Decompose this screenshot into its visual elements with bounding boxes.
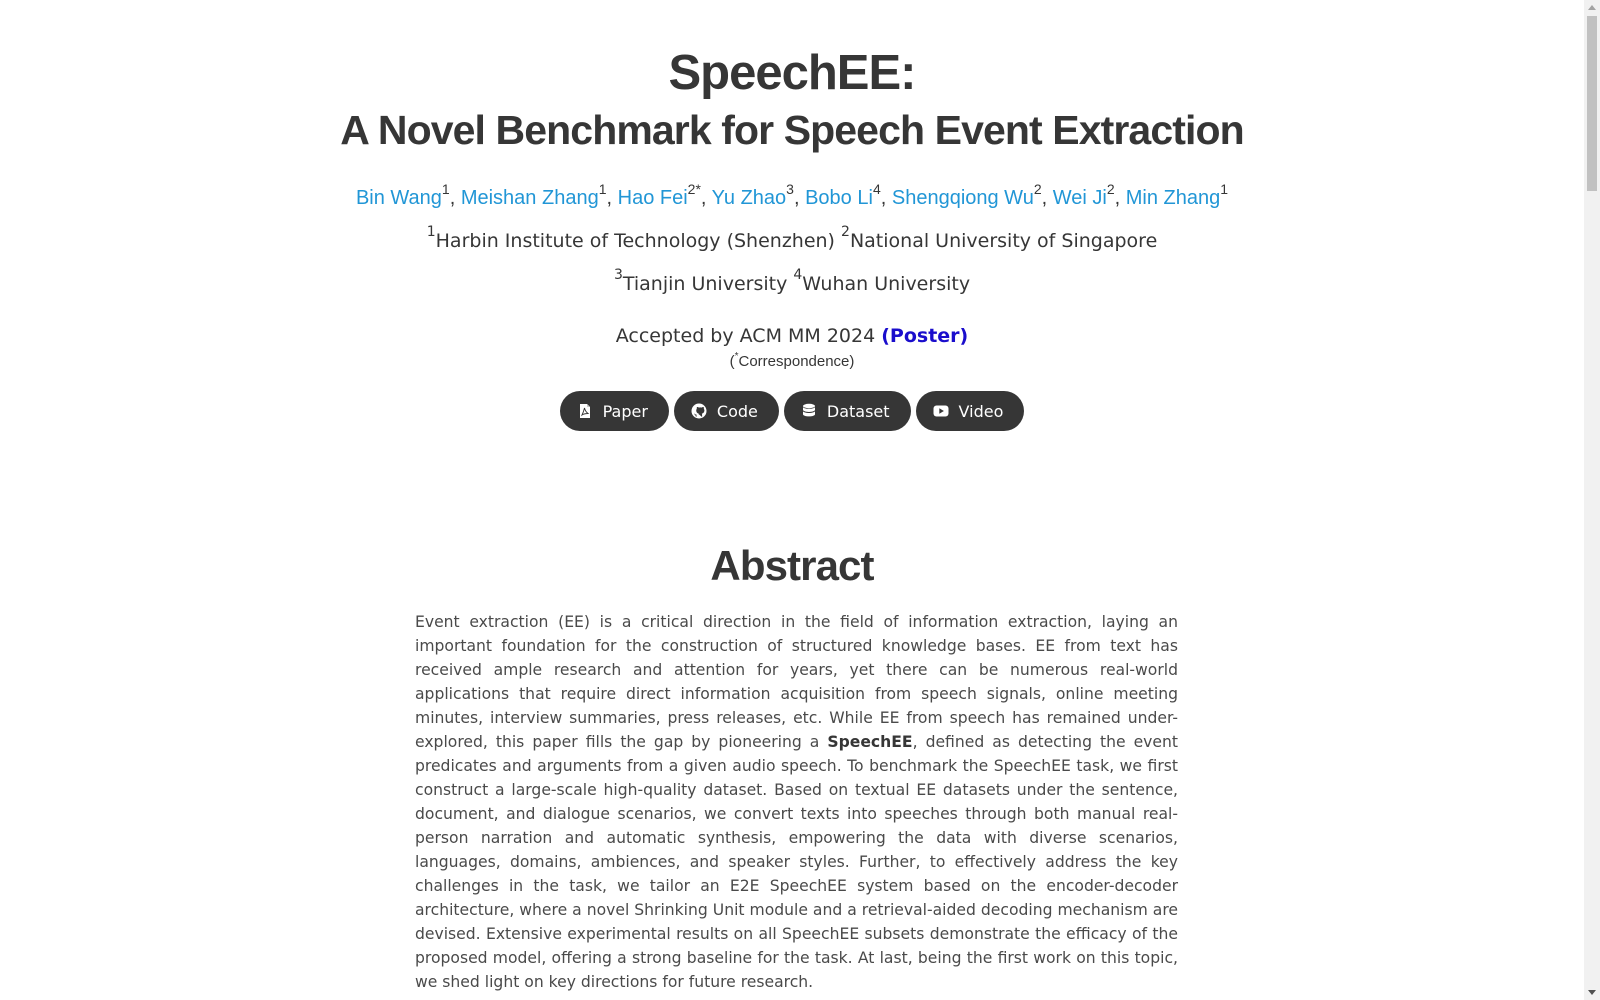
author-link[interactable]: Bobo Li xyxy=(805,187,873,209)
link-buttons xyxy=(0,391,1584,431)
abstract-text xyxy=(406,610,1178,994)
correspondence-text: Correspondence) xyxy=(738,353,855,370)
poster-link[interactable]: (Poster) xyxy=(881,325,969,347)
video-button[interactable] xyxy=(916,391,1025,431)
affiliation-name: Wuhan University xyxy=(802,273,971,295)
author-affil-sup: 3 xyxy=(786,181,794,197)
dataset-button-label: Dataset xyxy=(826,401,890,421)
affiliation-sup: 2 xyxy=(841,224,850,240)
venue-line xyxy=(0,323,1584,349)
video-button-label: Video xyxy=(958,401,1004,421)
author-affil-sup: 1 xyxy=(441,181,450,197)
scroll-down-arrow-icon[interactable] xyxy=(1588,990,1596,995)
affiliation-sup: 4 xyxy=(793,267,803,283)
pdf-file-icon xyxy=(577,403,593,419)
affiliation-name: National University of Singapore xyxy=(849,230,1158,252)
paper-button[interactable] xyxy=(560,391,669,431)
affiliation-line-2 xyxy=(0,267,1584,297)
author-affil-sup: 1 xyxy=(598,181,607,197)
page-title: SpeechEE: xyxy=(668,46,916,100)
correspondence-note xyxy=(0,353,1584,371)
author-link[interactable]: Min Zhang xyxy=(1125,187,1221,209)
github-icon xyxy=(691,403,707,419)
correspondence-open: ( xyxy=(729,353,735,370)
paper-button-label: Paper xyxy=(602,401,648,421)
youtube-icon xyxy=(933,403,949,419)
dataset-button[interactable] xyxy=(784,391,911,431)
author-affil-sup: 2* xyxy=(687,181,701,197)
hero-section xyxy=(0,0,1584,431)
database-icon xyxy=(801,403,817,419)
author-affil-sup: 2 xyxy=(1106,181,1115,197)
author-link[interactable]: Hao Fei xyxy=(617,187,688,209)
affiliation-name: Tianjin University xyxy=(622,273,788,295)
author-link[interactable]: Shengqiong Wu xyxy=(891,187,1034,209)
author-list: Bin Wang$^1$, Meishan Zhang$^1$, Hao Fei$^{2*}$, Yu Zhao$^3$, Bobo Li$^4$, Shengqiong Wu$^2$, Wei Ji$^2$, Min Zhang$^1$ xyxy=(355,181,1229,209)
affiliation-sup: 1 xyxy=(426,224,436,240)
page-subtitle: A Novel Benchmark for Speech Event Extraction xyxy=(340,107,1244,153)
affiliation-name: Harbin Institute of Technology (Shenzhen) xyxy=(435,230,835,252)
venue-text: Accepted by ACM MM 2024 xyxy=(615,325,876,347)
author-link[interactable]: Wei Ji xyxy=(1052,187,1107,209)
abstract-text-part: , defined as detecting the event predicates and arguments from a given audio speech. To benchmark the SpeechEE task, we first construct a large-scale high-quality dataset. Based on textual EE datasets under the sentence, document, and dialogue scenarios, we convert texts into speeches through both manual real-person narration and automatic synthesis, empowering the data with diverse scenarios, languages, domains, ambiences, and speaker styles. Further, to effectively address the key challenges in the task, we tailor an E2E SpeechEE system based on the encoder-decoder architecture, where a novel Shrinking Unit module and a retrieval-aided decoding mechanism are devised. Extensive experimental results on all SpeechEE subsets demonstrate the efficacy of the proposed model, offering a strong baseline for the task. At last, being the first work on this topic, we shed light on key directions for future research. xyxy=(415,733,1178,991)
author-affil-sup: 4 xyxy=(872,181,881,197)
vertical-scrollbar[interactable] xyxy=(1584,0,1600,1000)
correspondence-star: * xyxy=(734,351,739,362)
author-link[interactable]: Meishan Zhang xyxy=(460,187,599,209)
affiliation-sup: 3 xyxy=(613,267,623,283)
author-affil-sup: 2 xyxy=(1033,181,1042,197)
abstract-heading: Abstract xyxy=(710,542,874,589)
scroll-up-arrow-icon[interactable] xyxy=(1588,5,1596,10)
code-button[interactable] xyxy=(674,391,779,431)
author-affil-sup: 1 xyxy=(1220,181,1229,197)
affiliation-line-1 xyxy=(0,224,1584,254)
abstract-bold-term: SpeechEE xyxy=(827,733,913,751)
author-link[interactable]: Yu Zhao xyxy=(711,187,787,209)
code-button-label: Code xyxy=(716,401,758,421)
author-link[interactable]: Bin Wang xyxy=(355,187,442,209)
scrollbar-thumb[interactable] xyxy=(1587,16,1597,191)
abstract-text-part: Event extraction (EE) is a critical direction in the field of information extraction, laying an important foundation for the construction of structured knowledge bases. EE from text has received ample research and attention for years, yet there can be numerous real-world applications that require direct information acquisition from speech signals, online meeting minutes, interview summaries, press releases, etc. While EE from speech has remained under-explored, this paper fills the gap by pioneering a xyxy=(415,613,1178,751)
